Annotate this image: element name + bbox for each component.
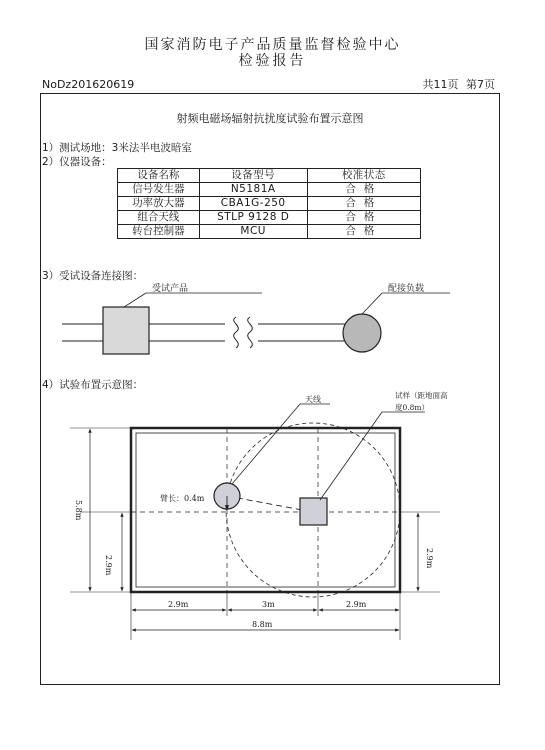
dim-total-height-label: 5.8m	[74, 500, 83, 521]
cable-break-symbol	[234, 317, 239, 348]
diagram-title: 射频电磁场辐射抗扰度试验布置示意图	[176, 112, 364, 125]
section-connection: 3）受试设备连接图：	[42, 270, 144, 282]
dim-right-height-label: 2.9m	[425, 548, 434, 569]
chamber-inner-outline	[136, 433, 395, 587]
sample-leader-line	[320, 412, 382, 500]
cable-break-symbol	[248, 317, 253, 348]
antenna-label: 天线	[305, 395, 321, 404]
table-cell: 转台控制器	[118, 225, 200, 239]
page-info: 共11页 第7页	[422, 78, 495, 91]
dim-total-width-label: 8.8m	[252, 620, 273, 629]
section-equipment: 2）仪器设备：	[42, 156, 112, 168]
table-cell: 功率放大器	[118, 197, 200, 211]
table-cell: 合格	[307, 197, 420, 211]
header-cell: 设备名称	[118, 169, 200, 183]
layout-diagram	[70, 404, 440, 640]
sample-box	[300, 498, 327, 525]
eut-leader-line	[124, 293, 146, 307]
connection-diagram	[62, 293, 450, 354]
document-number: NoDz201620619	[42, 78, 135, 91]
header-cell: 校准状态	[307, 169, 420, 183]
dim-right-width-label: 2.9m	[346, 600, 367, 609]
dim-half-height-label: 2.9m	[104, 555, 113, 576]
sample-label-line2: 度0.8m）	[395, 403, 430, 412]
dim-left-width-label: 2.9m	[168, 600, 189, 609]
eut-box	[103, 307, 149, 354]
arm-length-label: 臂长：0.4m	[160, 494, 205, 503]
load-leader-line	[362, 293, 382, 314]
section-layout: 4）试验布置示意图：	[42, 379, 144, 391]
header-cell: 设备型号	[199, 169, 307, 183]
dim-mid-width-label: 3m	[262, 600, 275, 609]
load-label: 配接负载	[388, 284, 425, 294]
table-cell: N5181A	[199, 183, 307, 197]
section-test-site: 1）测试场地：3米法半电波暗室	[42, 142, 192, 154]
sample-label-line1: 试样（距地面高	[395, 391, 448, 400]
eut-label: 受试产品	[152, 284, 189, 294]
table-cell: 合格	[307, 183, 420, 197]
table-cell: 合格	[307, 225, 420, 239]
chamber-outline	[131, 428, 400, 592]
table-cell: STLP 9128 D	[199, 211, 307, 225]
table-cell: 合格	[307, 211, 420, 225]
table-cell: MCU	[199, 225, 307, 239]
org-title: 国家消防电子产品质量监督检验中心	[144, 37, 401, 53]
antenna-leader-line	[232, 404, 300, 484]
table-cell: CBA1G-250	[199, 197, 307, 211]
load-circle	[343, 314, 381, 352]
report-title: 检验报告	[238, 53, 307, 69]
table-cell: 信号发生器	[118, 183, 200, 197]
table-cell: 组合天线	[118, 211, 200, 225]
